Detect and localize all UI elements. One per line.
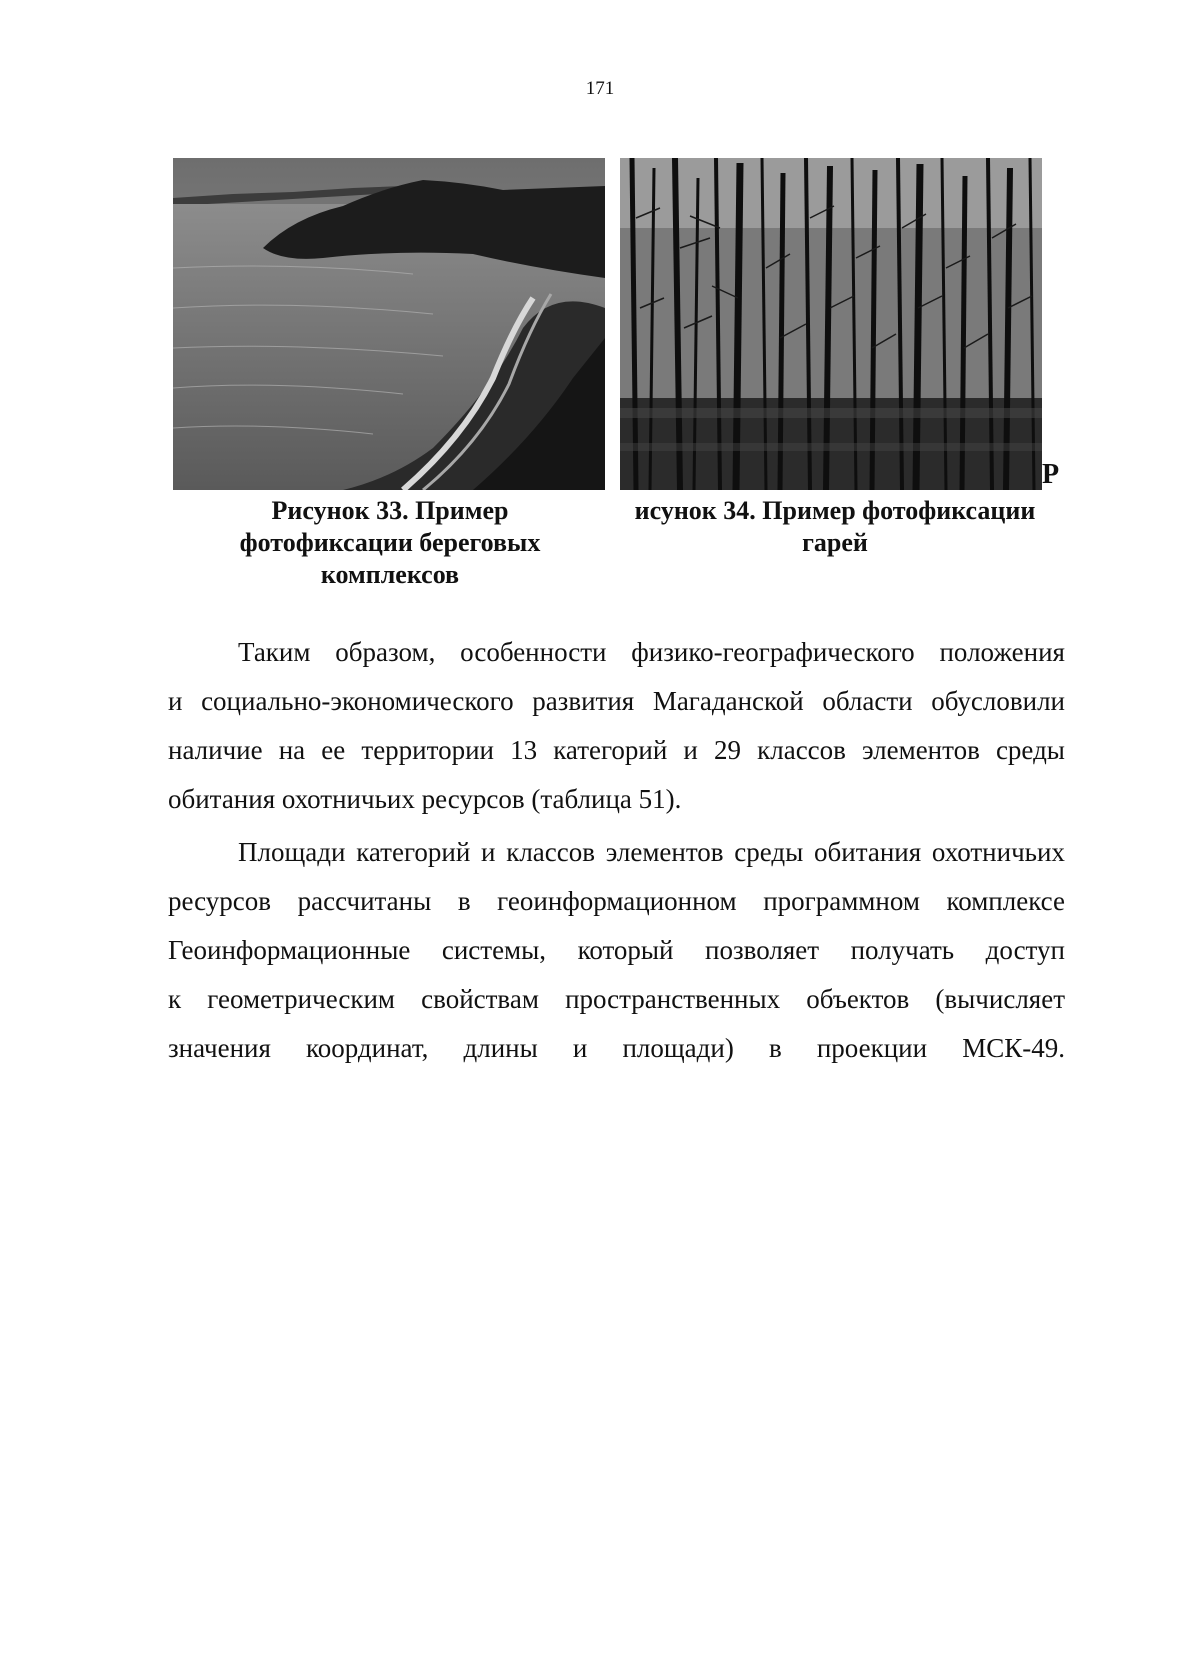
figure-34-caption-initial: Р xyxy=(1042,459,1060,490)
text-line: значения координат, длины и площади) в проекции МСК-49. xyxy=(168,1033,1065,1063)
text-line: ресурсов рассчитаны в геоинформационном программном комплексе xyxy=(168,886,1065,916)
burnt-forest-photo xyxy=(620,158,1042,490)
shoreline-photo-image xyxy=(173,158,605,490)
text-line: Площади категорий и классов элементов среды обитания охотничьих xyxy=(238,837,1065,867)
figure-33-caption xyxy=(185,495,595,591)
caption-line: Рисунок 33. Пример xyxy=(271,496,509,525)
text-line: Геоинформационные системы, который позволяет получать доступ xyxy=(168,935,1065,965)
text-line: обитания охотничьих ресурсов (таблица 51). xyxy=(168,784,682,814)
text-line: и социально-экономического развития Магаданской области обусловили xyxy=(168,686,1065,716)
page-number: 171 xyxy=(585,78,615,99)
caption-line: исунок 34. Пример фотофиксации xyxy=(634,496,1036,525)
text-line: к геометрическим свойствам пространственных объектов (вычисляет xyxy=(168,984,1065,1014)
caption-line: фотофиксации береговых xyxy=(239,528,541,557)
paragraph-1 xyxy=(168,628,1065,824)
burnt-forest-photo-image xyxy=(620,158,1042,490)
figure-34-caption xyxy=(605,495,1065,559)
caption-line: комплексов xyxy=(320,560,460,589)
body-text xyxy=(168,628,1065,1073)
paragraph-2 xyxy=(168,828,1065,1073)
caption-line: гарей xyxy=(802,528,868,557)
text-line: наличие на ее территории 13 категорий и 29 классов элементов среды xyxy=(168,735,1065,765)
shoreline-photo xyxy=(173,158,605,490)
text-line: Таким образом, особенности физико-географического положения xyxy=(238,637,1065,667)
